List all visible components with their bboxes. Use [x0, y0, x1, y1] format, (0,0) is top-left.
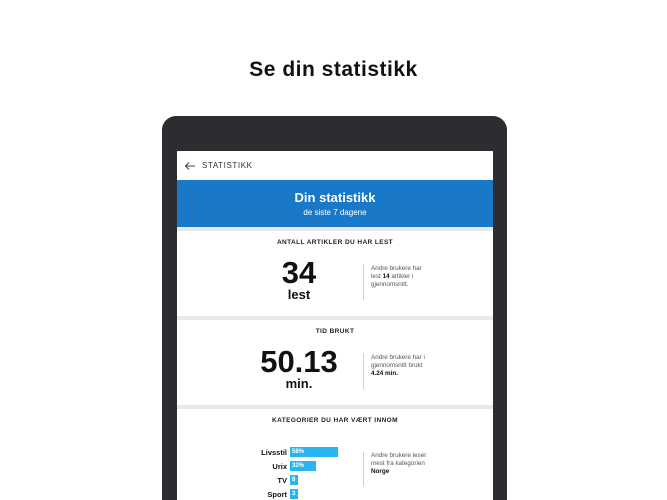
compare-text-part: Andre brukere leser mest fra kategorien	[371, 452, 427, 467]
articles-count-value: 34	[281, 255, 317, 290]
category-bar-livsstil: 58%	[290, 447, 338, 457]
compare-text-part: Andre brukere har i gjennomsnitt brukt	[371, 354, 425, 369]
category-label-sport: Sport	[267, 490, 287, 499]
articles-card-label: ANTALL ARTIKLER DU HAR LEST	[276, 239, 394, 246]
category-bar-tv: 8	[290, 475, 298, 485]
compare-text-part: artikler i gjennomsnitt.	[371, 273, 414, 288]
topbar-title: STATISTIKK	[202, 161, 253, 170]
time-compare-text	[371, 354, 431, 378]
hero-title: Din statistikk	[294, 190, 376, 205]
category-bar-urix: 32%	[290, 461, 316, 471]
divider	[363, 264, 364, 300]
categories-compare-text	[371, 452, 433, 476]
time-spent	[247, 344, 351, 391]
stats-hero-banner	[177, 180, 493, 227]
categories-card-label: KATEGORIER DU HAR VÆRT INNOM	[272, 417, 398, 424]
category-label-urix: Urix	[272, 462, 287, 471]
divider	[363, 452, 364, 486]
time-spent-value: 50.13	[260, 344, 338, 379]
category-label-livsstil: Livsstil	[261, 448, 287, 457]
time-spent-card	[177, 320, 493, 405]
articles-read-card	[177, 231, 493, 316]
category-label-tv: TV	[277, 476, 287, 485]
top-navigation-bar	[177, 151, 493, 180]
hero-subtitle: de siste 7 dagene	[303, 208, 367, 217]
time-spent-unit: min.	[285, 376, 313, 391]
arrow-left-icon[interactable]	[184, 161, 196, 171]
time-card-label: TID BRUKT	[315, 328, 355, 335]
articles-count-unit: lest	[287, 287, 311, 302]
page-headline: Se din statistikk	[249, 58, 418, 81]
articles-count	[262, 255, 336, 302]
categories-card	[177, 409, 493, 500]
compare-text-bold: Norge	[371, 468, 390, 475]
category-bar-sport: 3	[290, 489, 298, 499]
compare-text-bold: 14	[382, 273, 390, 280]
articles-compare-text	[371, 265, 433, 289]
divider	[363, 353, 364, 389]
compare-text-part: Andre brukere har lest	[371, 265, 422, 280]
compare-text-bold: 4.24 min.	[371, 370, 398, 377]
tablet-screen	[177, 151, 493, 500]
